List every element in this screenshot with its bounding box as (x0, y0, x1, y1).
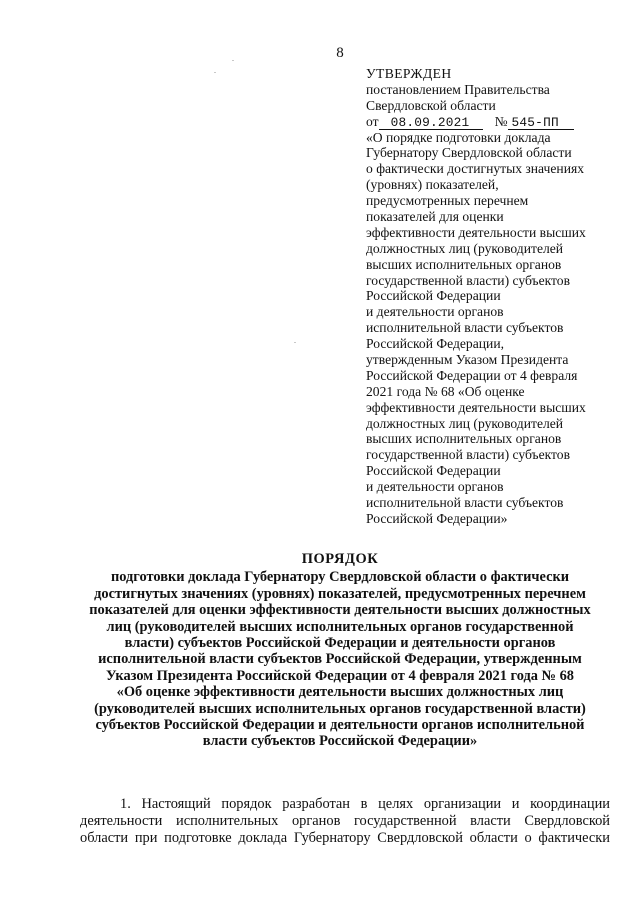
title-subtitle-line: (руководителей высших исполнительных органов государственной власти) (94, 700, 586, 717)
approval-number: 545-ПП (508, 116, 574, 130)
document-title (70, 551, 610, 750)
approval-title-line: Российской Федерации (366, 288, 501, 304)
approval-title-line: Российской Федерации» (366, 510, 508, 526)
approval-title-line: о фактически достигнутых значениях (366, 161, 585, 177)
approval-title-line: предусмотренных перечнем (366, 193, 529, 209)
approval-title-line: высших исполнительных органов (366, 256, 562, 272)
approval-title-line: и деятельности органов (366, 304, 504, 320)
number-prefix: № (494, 113, 508, 129)
approval-title-line: должностных лиц (руководителей (366, 240, 564, 256)
approval-title-line: должностных лиц (руководителей (366, 415, 564, 431)
date-prefix: от (366, 113, 379, 129)
approval-title-line: (уровнях) показателей, (366, 177, 499, 193)
approval-date-value: 08.09.2021 (390, 114, 470, 130)
approval-title-line: государственной власти) субъектов (366, 447, 571, 463)
scan-artifact (214, 72, 216, 73)
title-subtitle-line: власти субъектов Российской Федерации» (202, 733, 478, 750)
approval-title-line: эффективности деятельности высших (366, 224, 586, 240)
approval-title-line: исполнительной власти субъектов (366, 320, 564, 336)
scan-artifact (294, 342, 296, 343)
approval-title-line: высших исполнительных органов (366, 431, 562, 447)
title-subtitle-line: достигнутых значениях (уровнях) показателей, предусмотренных перечнем (94, 585, 586, 602)
paragraph-line: области при подготовке доклада Губернатору Свердловской области о фактически (80, 830, 610, 847)
approval-title-line: эффективности деятельности высших (366, 399, 586, 415)
title-main: ПОРЯДОК (301, 551, 379, 567)
approval-title-line: 2021 года № 68 «Об оценке (366, 383, 525, 399)
title-subtitle-line: подготовки доклада Губернатору Свердловской области о фактически (110, 569, 570, 586)
approval-title-line: и деятельности органов (366, 479, 504, 495)
title-subtitle-line: субъектов Российской Федерации и деятельности органов исполнительной (95, 717, 585, 734)
paragraph-line: 1. Настоящий порядок разработан в целях организации и координации (120, 796, 610, 812)
approval-title-line: Российской Федерации, (366, 336, 504, 352)
approval-title-line: показателей для оценки (366, 209, 504, 225)
approved-heading: УТВЕРЖДЕН (366, 66, 452, 81)
approval-title-line: государственной власти) субъектов (366, 272, 571, 288)
approval-title-line: исполнительной власти субъектов (366, 495, 564, 511)
approval-block (366, 66, 616, 527)
approval-title-line: «О порядке подготовки доклада (366, 129, 551, 145)
approval-date (379, 116, 483, 130)
title-subtitle-line: исполнительной власти субъектов Российской Федерации, утвержденным (98, 651, 582, 668)
approval-title-line: Губернатору Свердловской области (366, 145, 572, 161)
body-paragraph-1 (80, 796, 610, 848)
title-subtitle-line: «Об оценке эффективности деятельности высших должностных лиц (116, 684, 564, 701)
approval-title-line: Российской Федерации (366, 463, 501, 479)
title-subtitle-line: Указом Президента Российской Федерации от 4 февраля 2021 года № 68 (106, 667, 574, 684)
approval-line: постановлением Правительства (366, 81, 550, 97)
approval-title-line: Российской Федерации от 4 февраля (366, 367, 578, 383)
paragraph-line: деятельности исполнительных органов государственной власти Свердловской (80, 813, 610, 830)
scan-artifact (232, 60, 234, 61)
title-subtitle-line: показателей для оценки эффективности деятельности высших должностных (89, 602, 591, 619)
title-subtitle-line: власти) субъектов Российской Федерации и деятельности органов (124, 635, 556, 652)
approval-date-line (366, 114, 616, 130)
page-number: 8 (336, 45, 344, 61)
title-subtitle-line: лиц (руководителей высших исполнительных органов государственной (106, 618, 574, 635)
approval-title-line: утвержденным Указом Президента (366, 352, 569, 368)
approval-line: Свердловской области (366, 97, 496, 113)
